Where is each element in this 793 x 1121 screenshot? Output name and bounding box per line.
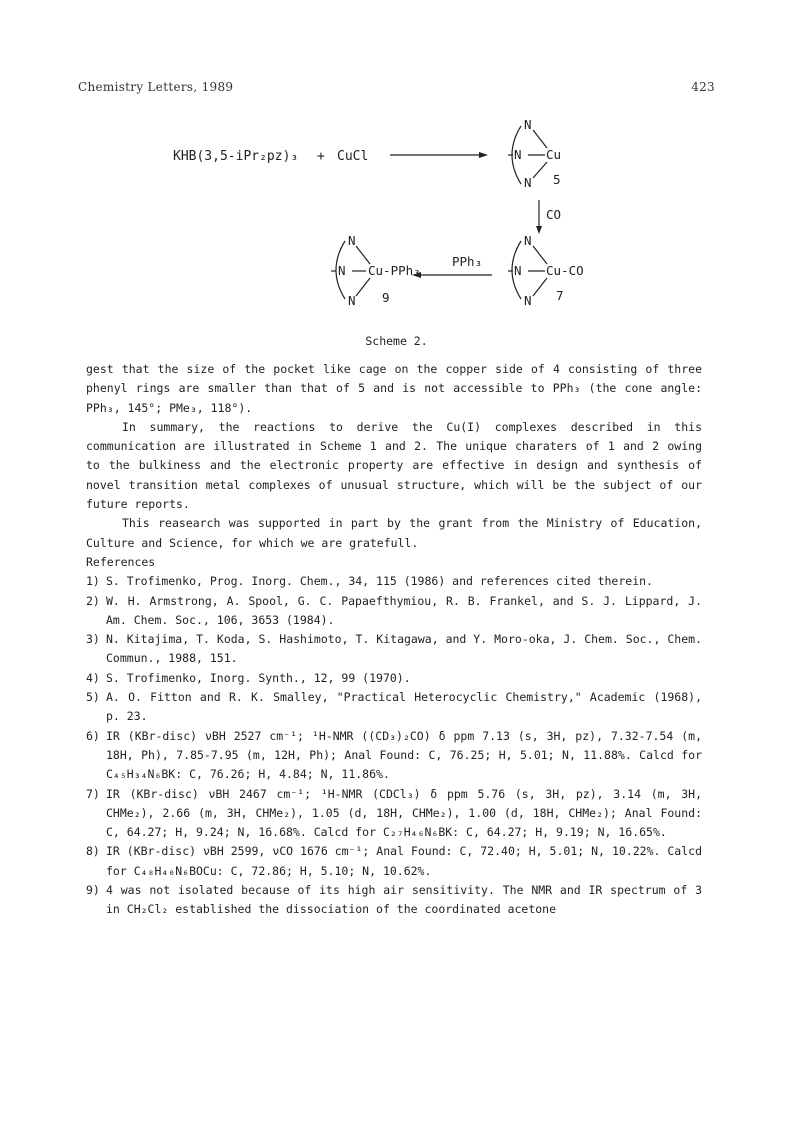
reference-item: 4) S. Trofimenko, Inorg. Synth., 12, 99 (1970).: [86, 670, 411, 685]
reactant-a: KHB(3,5-iPr₂pz)₃: [173, 149, 299, 164]
reference-item: 8) IR (KBr-disc) νBH 2599, νCO 1676 cm⁻¹; Anal Found: C, 72.40; H, 5.01; N, 10.22%. Calcd for C₄₈H₄₀N₆BOCu: C, 72.86; H, 5.10; N, 10.62%.: [86, 844, 702, 878]
svg-text:Cu: Cu: [546, 147, 562, 162]
reference-item: 7) IR (KBr-disc) νBH 2467 cm⁻¹; ¹H-NMR (CDCl₃) δ ppm 5.76 (s, 3H, pz), 3.14 (m, 3H, CHMe₂), 2.66 (m, 3H, CHMe₂), 1.05 (d, 18H, CHMe₂), 1.00 (d, 18H, CHMe₂); Anal Found: C, 64.27; H, 9.24; N, 16.68%. Calcd for C₂₇H₄₆N₆BK: C, 64.27; H, 9.19; N, 16.65%.: [86, 786, 702, 840]
paragraph-1: gest that the size of the pocket like cage on the copper side of 4 consisting of three phenyl rings are smaller than that of 5 and is not accessible to PPh₃ (the cone angle: PPh₃, 145°; PMe₃, 118°).: [86, 362, 702, 415]
reaction-scheme: [0, 0, 793, 330]
svg-text:N: N: [338, 263, 346, 278]
reference-item: 5) A. O. Fitton and R. K. Smalley, "Practical Heterocyclic Chemistry," Academic (1968), p. 23.: [86, 690, 702, 724]
pph3-arrow: [412, 272, 492, 278]
plus-sign: +: [317, 149, 325, 164]
co-arrow-label: CO: [546, 207, 562, 222]
references-title: References: [86, 554, 156, 569]
forward-arrow: [390, 152, 488, 158]
svg-text:N: N: [524, 293, 532, 308]
reference-item: 9) 4 was not isolated because of its high air sensitivity. The NMR and IR spectrum of 3 in CH₂Cl₂ established the dissociation of the coordinated acetone: [86, 883, 702, 917]
page-number: 423: [691, 80, 715, 94]
compound-7-label: 7: [556, 288, 564, 303]
reference-item: 6) IR (KBr-disc) νBH 2527 cm⁻¹; ¹H-NMR ((CD₃)₂CO) δ ppm 7.13 (s, 3H, pz), 7.32-7.54 (m, 18H, Ph), 7.85-7.95 (m, 12H, Ph); Anal Found: C, 76.25; H, 5.01; N, 11.88%. Calcd for C₄₅H₃₄N₆BK: C, 76.26; H, 4.84; N, 11.86%.: [86, 728, 702, 782]
svg-text:N: N: [514, 263, 522, 278]
svg-text:Cu-CO: Cu-CO: [546, 263, 584, 278]
paragraph-3: This reasearch was supported in part by the grant from the Ministry of Education, Culture and Science, for which we are gratefull.: [86, 516, 702, 550]
journal-header: Chemistry Letters, 1989: [78, 80, 234, 94]
compound-5-label: 5: [553, 172, 561, 187]
reference-item: 2) W. H. Armstrong, A. Spool, G. C. Papaefthymiou, R. B. Frankel, and S. J. Lippard, J. Am. Chem. Soc., 106, 3653 (1984).: [86, 593, 702, 627]
compound-7: [508, 233, 584, 308]
svg-text:N: N: [348, 293, 356, 308]
reference-item: 1) S. Trofimenko, Prog. Inorg. Chem., 34, 115 (1986) and references cited therein.: [86, 574, 653, 589]
pph3-arrow-label: PPh₃: [452, 254, 483, 269]
co-arrow: [536, 200, 542, 234]
svg-text:N: N: [514, 147, 522, 162]
svg-text:N: N: [524, 117, 532, 132]
paragraph-2: In summary, the reactions to derive the Cu(I) complexes described in this communication are illustrated in Scheme 1 and 2. The unique charaters of 1 and 2 owing to the bulkiness and the electronic property are effective in design and synthesis of novel transition metal complexes of unusual structure, which will be the subject of our future reports.: [86, 419, 702, 512]
article-body: [86, 360, 702, 920]
reference-item: 3) N. Kitajima, T. Koda, S. Hashimoto, T. Kitagawa, and Y. Moro-oka, J. Chem. Soc., Chem. Commun., 1988, 151.: [86, 632, 702, 666]
svg-text:N: N: [524, 175, 532, 190]
scheme-caption: Scheme 2.: [365, 334, 428, 348]
svg-text:N: N: [524, 233, 532, 248]
svg-text:N: N: [348, 233, 356, 248]
svg-text:Cu-PPh₃: Cu-PPh₃: [368, 263, 421, 278]
compound-9: [331, 233, 421, 308]
compound-5: [508, 117, 561, 190]
compound-9-label: 9: [382, 290, 390, 305]
reactant-b: CuCl: [337, 149, 369, 164]
